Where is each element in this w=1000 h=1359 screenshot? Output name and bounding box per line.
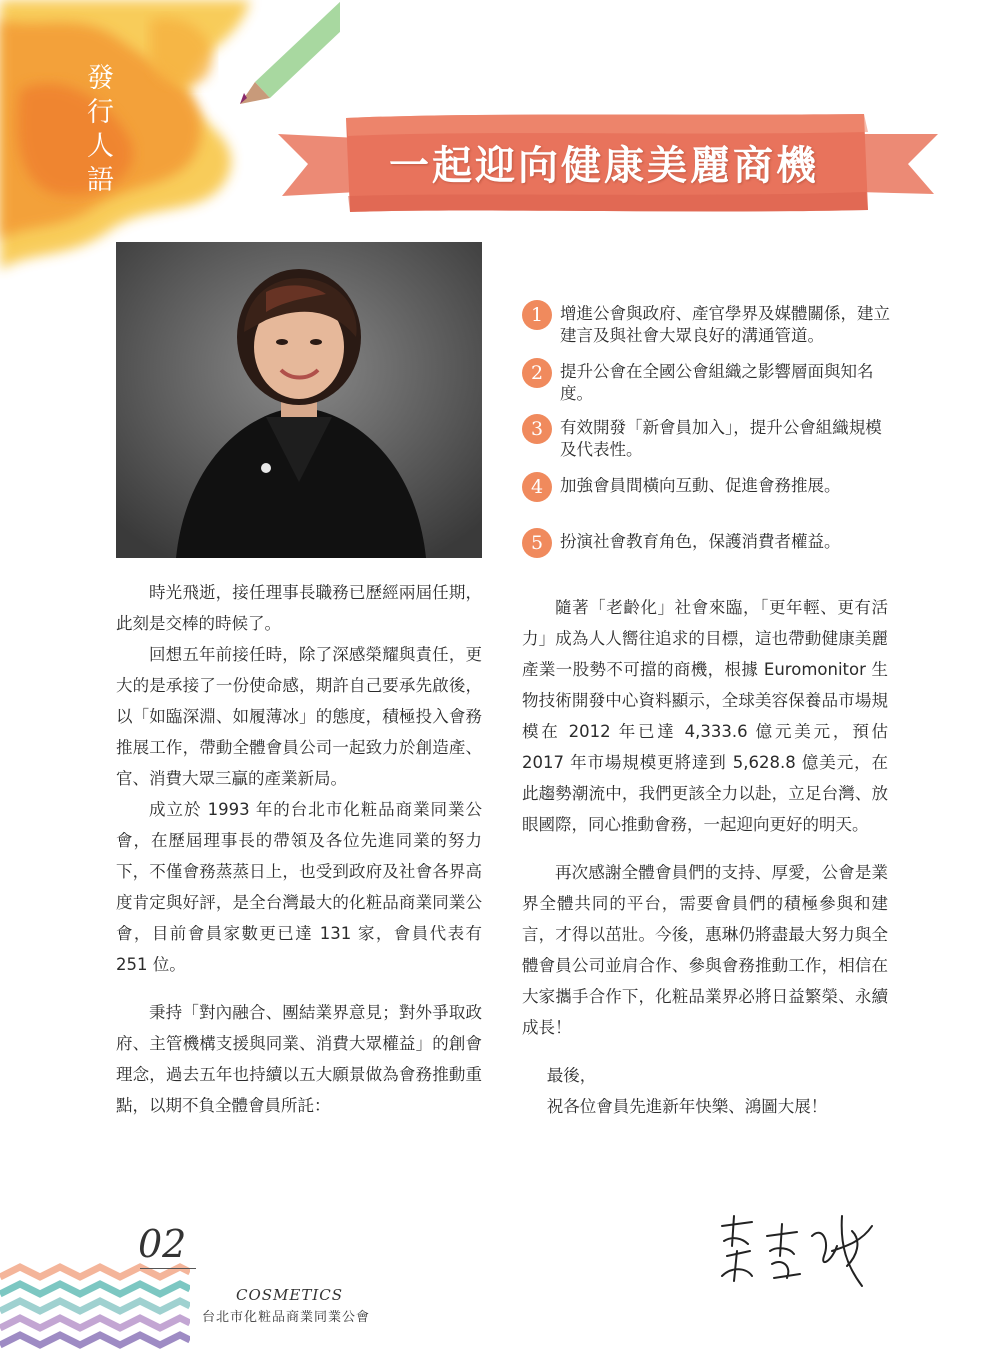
portrait-photo <box>116 242 482 558</box>
section-label <box>84 62 118 198</box>
goal-text: 加強會員間橫向互動、促進會務推展。 <box>560 476 841 495</box>
list-item <box>522 358 892 405</box>
goal-number-badge: 1 <box>522 300 552 330</box>
goal-number-badge: 4 <box>522 472 552 502</box>
organization-name: 台北市化粧品商業同業公會 <box>202 1310 371 1325</box>
footer-divider <box>140 1268 196 1269</box>
page-number: 02 <box>138 1222 187 1266</box>
left-column <box>116 577 482 1121</box>
list-item <box>522 414 892 461</box>
list-item <box>522 300 892 347</box>
goal-text: 有效開發「新會員加入」，提升公會組織規模及代表性。 <box>560 418 882 459</box>
paragraph: 再次感謝全體會員們的支持、厚愛，公會是業界全體共同的平台，需要會員們的積極參與和建言，才得以茁壯。今後，惠琳仍將盡最大努力與全體會員公司並肩合作、參與會務推動工作，相信在大家攜手合作下，化粧品業界必將日益繁榮、永續成長！ <box>522 863 888 1037</box>
right-column <box>522 592 888 1122</box>
goal-text: 扮演社會教育角色，保護消費者權益。 <box>560 532 841 551</box>
closing-line: 最後， <box>546 1066 597 1085</box>
section-label-char: 發 <box>87 63 115 94</box>
goal-number-badge: 5 <box>522 528 552 558</box>
goal-text: 增進公會與政府、產官學界及媒體關係，建立建言及與社會大眾良好的溝通管道。 <box>560 304 890 345</box>
paragraph: 成立於 1993 年的台北市化粧品商業同業公會，在歷屆理事長的帶領及各位先進同業的努力下，不僅會務蒸蒸日上，也受到政府及社會各界高度肯定與好評，是全台灣最大的化粧品商業同業公會，目前會員家數更已達 131 家，會員代表有 251 位。 <box>116 800 482 974</box>
paragraph: 回想五年前接任時，除了深感榮耀與責任，更大的是承接了一份使命感，期許自己要承先啟後，以「如臨深淵、如履薄冰」的態度，積極投入會務推展工作，帶動全體會員公司一起致力於創造產、官、消費大眾三贏的產業新局。 <box>116 645 482 788</box>
signature <box>712 1196 882 1296</box>
section-label-char: 人 <box>87 131 115 162</box>
paragraph: 秉持「對內融合、團結業界意見；對外爭取政府、主管機構支援與同業、消費大眾權益」的創會理念，過去五年也持續以五大願景做為會務推動重點，以期不負全體會員所託： <box>116 1003 482 1115</box>
paragraph: 時光飛逝，接任理事長職務已歷經兩屆任期，此刻是交棒的時候了。 <box>116 583 482 633</box>
goal-text: 提升公會在全國公會組織之影響層面與知名度。 <box>560 362 874 403</box>
closing <box>522 1060 888 1122</box>
section-label-char: 語 <box>87 165 115 196</box>
page-title: 一起迎向健康美麗商機 <box>389 141 819 189</box>
goal-number-badge: 2 <box>522 358 552 388</box>
pen-icon <box>240 0 340 104</box>
closing-line: 祝各位會員先進新年快樂、鴻圖大展！ <box>546 1097 828 1116</box>
goal-number-badge: 3 <box>522 414 552 444</box>
section-label-char: 行 <box>87 97 115 128</box>
paragraph: 隨著「老齡化」社會來臨，「更年輕、更有活力」成為人人嚮往追求的目標，這也帶動健康美麗產業一股勢不可擋的商機，根據 Euromonitor 生物技術開發中心資料顯示，全球美容保養品市場規模在 2012 年已達 4,333.6 億元美元，預估 2017 年市場規模更將達到 5,628.8 億美元，在此趨勢潮流中，我們更該全力以赴，立足台灣、放眼國際，同心推動會務，一起迎向更好的明天。 <box>522 598 888 834</box>
brand-name: COSMETICS <box>236 1286 344 1304</box>
list-item <box>522 472 892 502</box>
list-item <box>522 528 892 558</box>
zigzag-decoration <box>0 1262 190 1359</box>
